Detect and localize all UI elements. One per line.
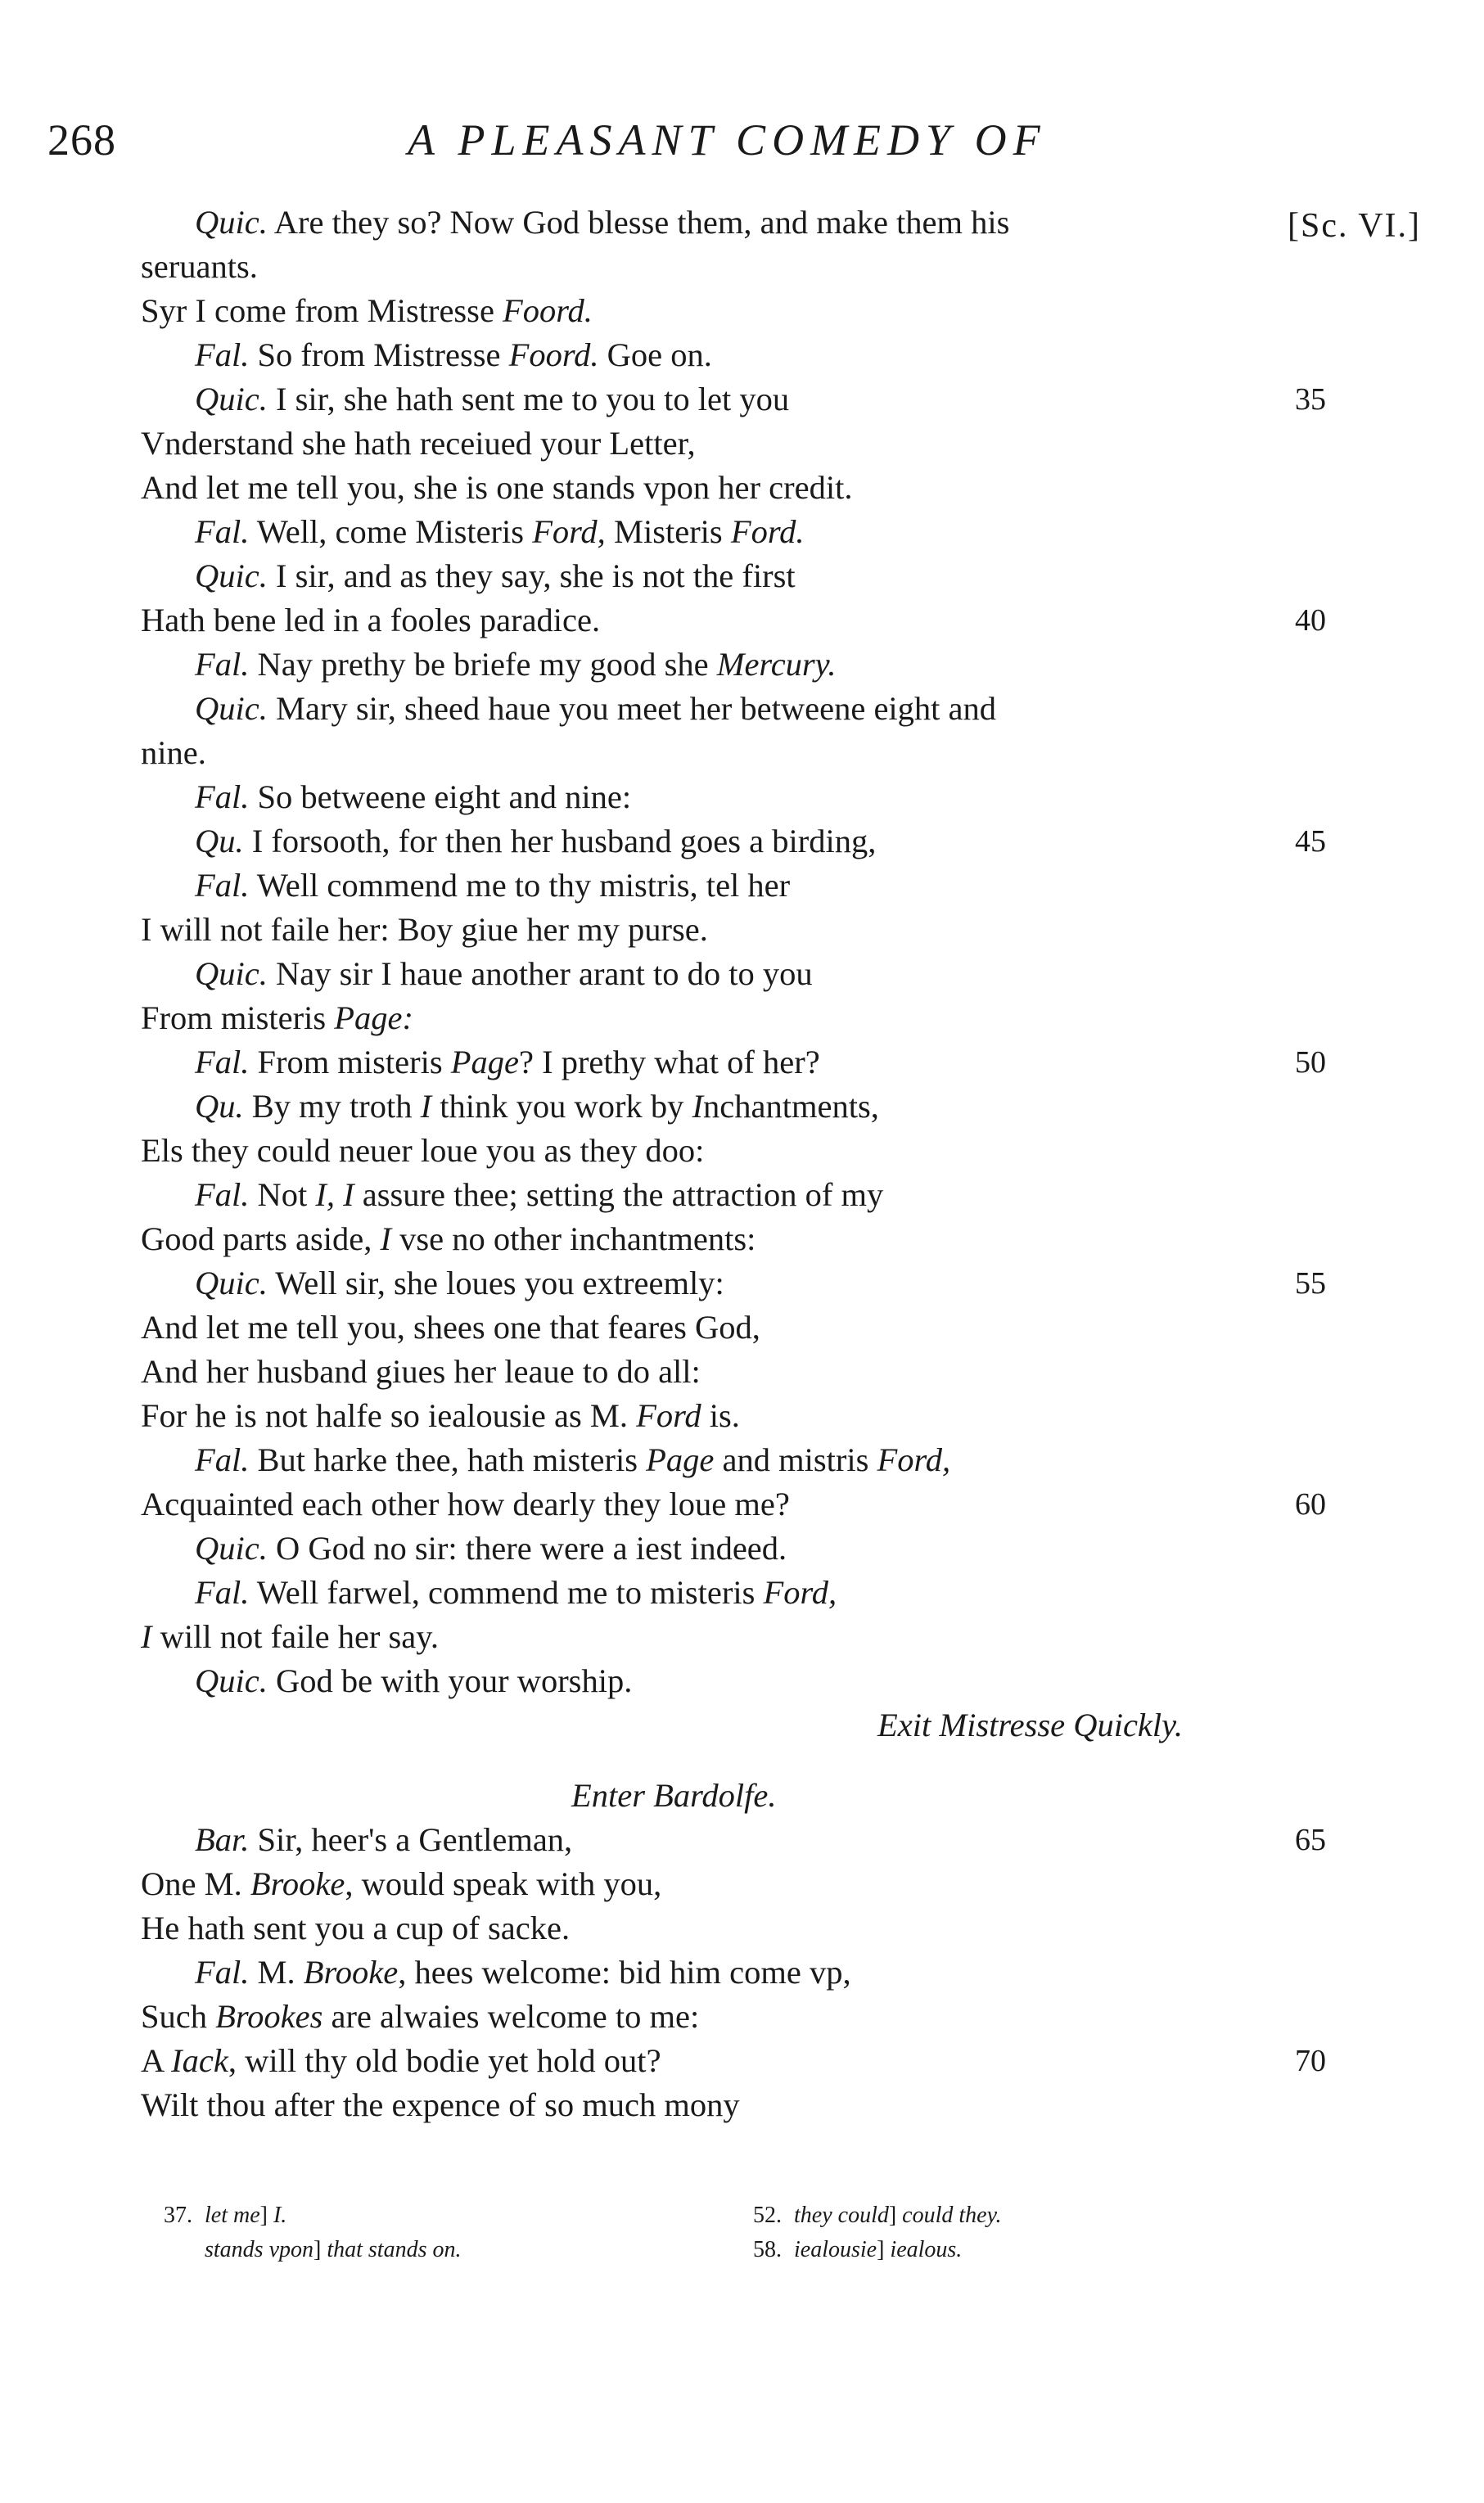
speaker-name: Fal. (195, 1574, 250, 1611)
line-text: I sir, she hath sent me to you to let you (267, 381, 790, 417)
line-text: By my troth (243, 1088, 421, 1125)
footnote-bracket: ] (877, 2237, 885, 2262)
line-number: 40 (1295, 603, 1326, 638)
line-text: Well commend me to thy mistris, tel her (249, 867, 791, 904)
verse-line (141, 1571, 1369, 1615)
line-text: I (692, 1088, 704, 1125)
line-text: nchantments, (703, 1088, 879, 1125)
line-text: think you work by (431, 1088, 692, 1125)
line-text: , will thy old bodie yet hold out? (228, 2042, 661, 2079)
line-text: are alwaies welcome to me: (323, 1998, 700, 2035)
footnote (164, 2233, 461, 2267)
footnote-bracket: ] (313, 2237, 322, 2262)
line-text: So from Mistresse (249, 336, 509, 373)
line-text: From misteris (249, 1044, 451, 1080)
footnote-number: 52. (753, 2203, 782, 2228)
line-text: M. (249, 1954, 304, 1991)
line-text: Foord. (508, 336, 599, 373)
line-text: Vnderstand she hath receiued your Letter, (141, 425, 696, 462)
line-text: I sir, and as they say, she is not the first (267, 557, 796, 594)
line-text: I, I (315, 1176, 354, 1213)
footnote-lemma: stands vpon (205, 2237, 313, 2262)
line-text: Well sir, she loues you extreemly: (267, 1265, 724, 1301)
speaker-name: Quic. (195, 1265, 268, 1301)
verse-line (141, 554, 1369, 598)
verse-line (141, 1951, 1369, 1995)
verse-line (141, 1818, 1369, 1862)
line-text: will not faile her say. (151, 1618, 440, 1655)
line-text: Mary sir, sheed haue you meet her betweene eight and (267, 690, 997, 727)
speaker-name: Quic. (195, 690, 268, 727)
footnote-reading: iealous. (884, 2237, 963, 2262)
verse-line (141, 1527, 1369, 1571)
speaker-name: Quic. (195, 1530, 268, 1567)
line-text: Nay prethy be briefe my good she (249, 646, 717, 683)
line-text: Misteris (605, 513, 731, 550)
verse-line (141, 1173, 1369, 1217)
speaker-name: Quic. (195, 955, 268, 992)
line-text: , hees welcome: bid him come vp, (398, 1954, 851, 1991)
verse-line (141, 1615, 1369, 1659)
speaker-name: Qu. (195, 823, 244, 859)
line-number: 70 (1295, 2044, 1326, 2078)
line-text: O God no sir: there were a iest indeed. (267, 1530, 787, 1567)
footnote-reading: that stands on. (321, 2237, 462, 2262)
verse-line (141, 1659, 1369, 1703)
footnote (753, 2199, 1001, 2233)
speaker-name: Fal. (195, 867, 250, 904)
line-text: Brooke (303, 1954, 399, 1991)
line-text: He hath sent you a cup of sacke. (141, 1910, 571, 1946)
line-text: Ford, (532, 513, 606, 550)
page-header (47, 115, 1439, 180)
line-text: ? I prethy what of her? (518, 1044, 820, 1080)
line-text: Exit Mistresse Quickly. (877, 1707, 1184, 1743)
verse-line (141, 2083, 1369, 2127)
verse-line (141, 908, 1369, 952)
line-text: God be with your worship. (267, 1662, 633, 1699)
verse-line (141, 819, 1369, 864)
line-text: One M. (141, 1865, 250, 1902)
verse-line (141, 643, 1369, 687)
line-text: Sir, heer's a Gentleman, (249, 1821, 573, 1858)
line-text: vse no other inchantments: (390, 1220, 756, 1257)
footnote-number: 37. (164, 2203, 192, 2228)
speaker-name: Fal. (195, 778, 250, 815)
line-text: And her husband giues her leaue to do all: (141, 1353, 701, 1390)
line-number: 55 (1295, 1266, 1326, 1301)
line-text: From misteris (141, 999, 335, 1036)
speaker-name: Fal. (195, 1441, 250, 1478)
line-number: 60 (1295, 1487, 1326, 1522)
verse-line (141, 466, 1369, 510)
verse-line (141, 289, 1369, 333)
verse-line (141, 1394, 1369, 1438)
line-text: So betweene eight and nine: (249, 778, 632, 815)
line-text: I (380, 1220, 391, 1257)
verse-line (141, 1438, 1369, 1482)
line-text: I (141, 1618, 152, 1655)
speaker-name: Fal. (195, 646, 250, 683)
line-text: Brooke (250, 1865, 345, 1902)
footnote-number: 58. (753, 2237, 782, 2262)
line-text: Iack (171, 2042, 228, 2079)
line-text: Ford, (763, 1574, 837, 1611)
play-text (141, 201, 1369, 2127)
line-text: Page (450, 1044, 519, 1080)
verse-line (141, 377, 1369, 422)
verse-line (141, 245, 1369, 289)
line-text: Brookes (215, 1998, 323, 2035)
line-number: 35 (1295, 382, 1326, 417)
speaker-name: Fal. (195, 336, 250, 373)
line-text: is. (701, 1397, 740, 1434)
speaker-name: Quic. (195, 204, 268, 241)
footnotes (164, 2199, 1310, 2280)
line-text: seruants. (141, 248, 258, 285)
footnote-bracket: ] (888, 2203, 897, 2228)
verse-line (141, 1217, 1369, 1261)
line-text: Ford, (877, 1441, 951, 1478)
line-text: , would speak with you, (345, 1865, 662, 1902)
speaker-name: Fal. (195, 1044, 250, 1080)
line-text: I will not faile her: Boy giue her my purse. (141, 911, 708, 948)
verse-line (141, 333, 1369, 377)
footnote-reading: I. (267, 2203, 287, 2228)
line-text: Goe on. (598, 336, 712, 373)
line-text: I forsooth, for then her husband goes a birding, (243, 823, 877, 859)
line-text: Wilt thou after the expence of so much mony (141, 2086, 740, 2123)
speaker-name: Fal. (195, 1176, 250, 1213)
line-text: For he is not halfe so iealousie as M. (141, 1397, 637, 1434)
line-text: Ford. (730, 513, 805, 550)
footnote-lemma: iealousie (794, 2237, 877, 2262)
line-text: Are they so? Now God blesse them, and make them his (267, 204, 1010, 241)
line-text: Page (646, 1441, 715, 1478)
stage-direction-enter (141, 1774, 1369, 1818)
line-text: And let me tell you, shees one that feares God, (141, 1309, 760, 1346)
line-number: 45 (1295, 824, 1326, 859)
verse-line (141, 510, 1369, 554)
stage-gap (141, 1756, 1369, 1774)
line-text: I (420, 1088, 432, 1125)
footnote (164, 2199, 286, 2233)
line-text: Hath bene led in a fooles paradice. (141, 602, 601, 638)
line-text: and mistris (714, 1441, 877, 1478)
footnote-lemma: they could (794, 2203, 889, 2228)
verse-line (141, 201, 1369, 245)
line-text: Syr I come from Mistresse (141, 292, 503, 329)
verse-line (141, 1995, 1369, 2039)
verse-line (141, 1482, 1369, 1527)
line-text: Foord. (503, 292, 593, 329)
verse-line (141, 1129, 1369, 1173)
verse-line (141, 864, 1369, 908)
line-text: Well, come Misteris (249, 513, 533, 550)
line-text: Such (141, 1998, 216, 2035)
verse-line (141, 687, 1369, 731)
verse-line (141, 2039, 1369, 2083)
line-text: Enter Bardolfe. (571, 1777, 777, 1814)
footnote-lemma: let me (205, 2203, 260, 2228)
running-title: A PLEASANT COMEDY OF (408, 115, 1047, 165)
line-text: nine. (141, 734, 206, 771)
footnote (753, 2233, 962, 2267)
verse-line (141, 598, 1369, 643)
verse-line (141, 1350, 1369, 1394)
verse-line (141, 1085, 1369, 1129)
speaker-name: Fal. (195, 513, 250, 550)
verse-line (141, 1261, 1369, 1306)
line-text: And let me tell you, she is one stands vpon her credit. (141, 469, 853, 506)
verse-line (141, 1306, 1369, 1350)
speaker-name: Quic. (195, 381, 268, 417)
line-text: Well farwel, commend me to misteris (249, 1574, 764, 1611)
verse-line (141, 775, 1369, 819)
verse-line (141, 996, 1369, 1040)
line-text: But harke thee, hath misteris (249, 1441, 647, 1478)
footnote-bracket: ] (259, 2203, 268, 2228)
footnote-reading: could they. (896, 2203, 1002, 2228)
stage-direction-exit (141, 1703, 1369, 1756)
speaker-name: Fal. (195, 1954, 250, 1991)
speaker-name: Quic. (195, 557, 268, 594)
line-text: A (141, 2042, 172, 2079)
speaker-name: Quic. (195, 1662, 268, 1699)
speaker-name: Bar. (195, 1821, 250, 1858)
verse-line (141, 1862, 1369, 1906)
verse-line (141, 1906, 1369, 1951)
line-text: Good parts aside, (141, 1220, 381, 1257)
page-number: 268 (47, 115, 116, 165)
line-number: 65 (1295, 1823, 1326, 1857)
line-text: Not (249, 1176, 316, 1213)
scene-marker: [Sc. VI.] (1288, 207, 1422, 245)
verse-line (141, 952, 1369, 996)
line-text: Mercury. (716, 646, 837, 683)
line-text: Acquainted each other how dearly they loue me? (141, 1486, 790, 1522)
verse-line (141, 422, 1369, 466)
line-text: Page: (334, 999, 413, 1036)
line-text: assure thee; setting the attraction of my (354, 1176, 884, 1213)
line-text: Els they could neuer loue you as they doo: (141, 1132, 705, 1169)
verse-line (141, 1040, 1369, 1085)
verse-line (141, 731, 1369, 775)
line-text: Nay sir I haue another arant to do to you (267, 955, 813, 992)
speaker-name: Qu. (195, 1088, 244, 1125)
line-number: 50 (1295, 1045, 1326, 1080)
line-text: Ford (636, 1397, 701, 1434)
